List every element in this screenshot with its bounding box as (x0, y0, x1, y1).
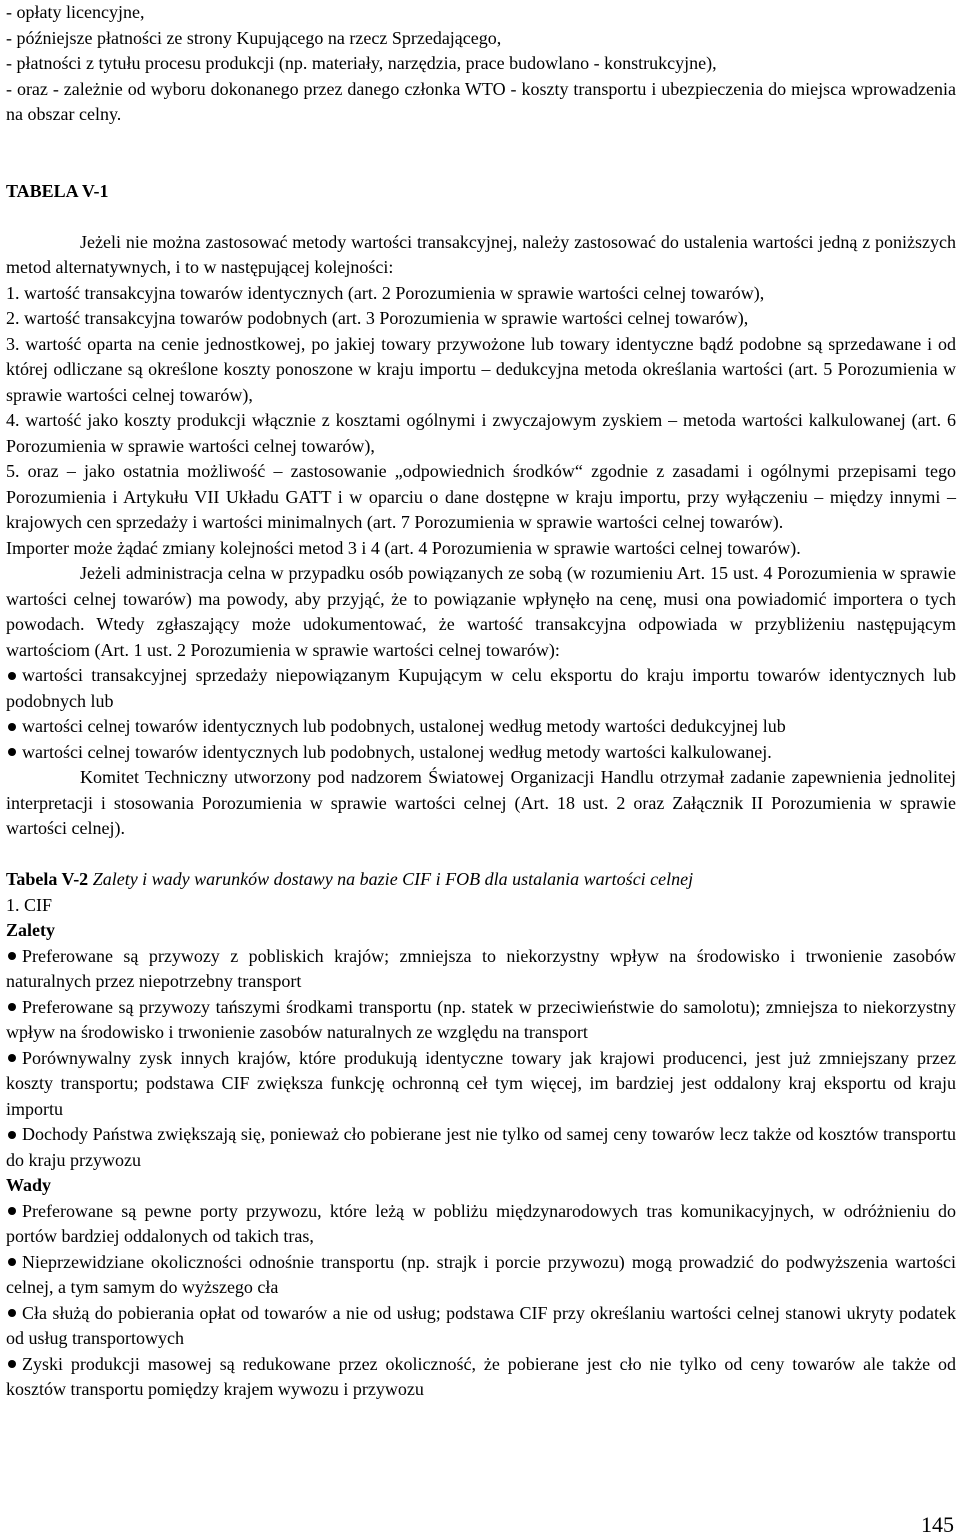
bullet-icon (8, 1309, 16, 1317)
importer-note: Importer może żądać zmiany kolejności metod 3 i 4 (art. 4 Porozumienia w sprawie wartości celnej towarów). (6, 537, 801, 558)
bullet-icon (8, 1207, 16, 1215)
advantage-text: Porównywalny zysk innych krajów, które produkują identyczne towary jak krajowi producenci, jest już zmniejszany przez koszty transportu; podstawa CIF zwiększa funkcję ochronną ceł tym więcej, im bardziej jest oddalony kraj eksportu od kraju importu (6, 1047, 956, 1119)
bullet-icon (8, 1131, 16, 1139)
page-number: 145 (921, 1512, 954, 1537)
method-item: 4. wartość jako koszty produkcji włącznie z kosztami ogólnymi i zwyczajowym zyskiem – metoda wartości kalkulowanej (art. 6 Porozumienia w sprawie wartości celnej towarów), (6, 410, 956, 456)
list-line-licence-fees: - opłaty licencyjne, (6, 2, 145, 22)
table-v2-caption-text: Zalety i wady warunków dostawy na bazie CIF i FOB dla ustalania wartości celnej (92, 869, 694, 889)
related-persons-paragraph: Jeżeli administracja celna w przypadku osób powiązanych ze sobą (w rozumieniu Art. 15 ust. 4 Porozumienia w sprawie wartości celnej towarów) ma powody, aby przyjąć, że to powiązanie wpłynęło na cenę, musi ona powiadomić importera o tych powodach. Wtedy zgłaszający może udokumentować, że wartość transakcyjna odpowiada w przybliżeniu następującym wartościom (Art. 1 ust. 2 Porozumienia w sprawie wartości celnej towarów): (6, 563, 956, 660)
advantage-item (6, 995, 956, 1046)
advantage-text: Preferowane są przywozy z pobliskich krajów; zmniejsza to niekorzystny wpływ na środowisko i trwonienie zasobów naturalnych przez niepotrzebny transport (6, 945, 956, 991)
alternative-methods-intro: Jeżeli nie można zastosować metody wartości transakcyjnej, należy zastosować do ustalenia wartości jedną z poniższych metod alternatywnych, i to w następującej kolejności: (6, 231, 956, 277)
advantages-heading: Zalety (6, 920, 55, 940)
disadvantage-text: Cła służą do pobierania opłat od towarów a nie od usług; podstawa CIF przy określaniu wartości celnej stanowi ukryty podatek od usług transportowych (6, 1302, 956, 1348)
related-bullet-text: wartości celnej towarów identycznych lub podobnych, ustalonej według metody wartości dedukcyjnej lub (22, 716, 786, 736)
related-bullet-item (6, 714, 956, 740)
disadvantage-item (6, 1301, 956, 1352)
related-bullet-item (6, 740, 956, 766)
disadvantages-heading: Wady (6, 1175, 52, 1195)
bullet-icon (8, 672, 16, 680)
method-item: 3. wartość oparta na cenie jednostkowej, po jakiej towary przywożone lub towary identyczne bądź podobne są sprzedawane i od której odliczane są określone koszty ponoszone w kraju importu – dedukcyjna metoda określania wartości (art. 5 Porozumienia w sprawie wartości celnej towarów), (6, 333, 956, 405)
bullet-icon (8, 1003, 16, 1011)
list-line-transport-costs: - oraz - zależnie od wyboru dokonanego przez danego członka WTO - koszty transportu i ubezpieczenia do miejsca wprowadzenia na obszar celny. (6, 78, 956, 124)
related-bullet-text: wartości celnej towarów identycznych lub podobnych, ustalonej według metody wartości kalkulowanej. (22, 741, 772, 762)
table-v2-label: Tabela V-2 (6, 869, 89, 889)
related-bullet-text: wartości transakcyjnej sprzedaży niepowiązanym Kupującym w celu eksportu do kraju importu towarów identycznych lub podobnych lub (6, 665, 956, 711)
list-line-production-payments: - płatności z tytułu procesu produkcji (np. materiały, narzędzia, prace budowlano - konstrukcyjne), (6, 53, 717, 73)
technical-committee-paragraph: Komitet Techniczny utworzony pod nadzorem Światowej Organizacji Handlu otrzymał zadanie zapewnienia jednolitej interpretacji i stosowania Porozumienia w sprawie wartości celnej (Art. 18 ust. 2 oraz Załącznik II Porozumienia w sprawie wartości celnej). (6, 767, 956, 838)
bullet-icon (8, 723, 16, 731)
method-item: 5. oraz – jako ostatnia możliwość – zastosowanie „odpowiednich środków“ zgodnie z zasadami i ogólnymi przepisami tego Porozumienia i Artykułu VII Układu GATT i w oparciu o dane dostępne w kraju importu, przy wyłączeniu – między innymi – krajowych cen sprzedaży i wartości minimalnych (art. 7 Porozumienia w sprawie wartości celnej towarów). (6, 461, 956, 532)
document-page (6, 0, 956, 1403)
disadvantage-item (6, 1199, 956, 1250)
advantage-item (6, 1122, 956, 1173)
disadvantage-text: Preferowane są pewne porty przywozu, które leżą w pobliżu międzynarodowych tras komunikacyjnych, w odróżnieniu do portów bardziej oddalonych od takich tras, (6, 1200, 956, 1246)
advantage-text: Dochody Państwa zwiększają się, ponieważ cło pobierane jest nie tylko od samej ceny towarów lecz także od kosztów transportu do kraju przywozu (6, 1124, 956, 1170)
advantage-text: Preferowane są przywozy tańszymi środkami transportu (np. statek w przeciwieństwie do samolotu); zmniejsza to niekorzystny wpływ na środowisko i trwonienie zasobów naturalnych ze względu na transport (6, 996, 956, 1042)
bullet-icon (8, 1258, 16, 1266)
bullet-icon (8, 748, 16, 756)
method-item: 1. wartość transakcyjna towarów identycznych (art. 2 Porozumienia w sprawie wartości celnej towarów), (6, 282, 765, 303)
disadvantage-item (6, 1352, 956, 1403)
disadvantage-text: Zyski produkcji masowej są redukowane przez okoliczność, że pobierane jest cło nie tylko od ceny towarów ale także od kosztów transportu pomiędzy krajem wywozu i przywozu (6, 1353, 956, 1399)
disadvantage-item (6, 1250, 956, 1301)
list-line-later-payments: - późniejsze płatności ze strony Kupującego na rzecz Sprzedającego, (6, 27, 502, 48)
related-bullet-item (6, 663, 956, 714)
advantage-item (6, 944, 956, 995)
table-v2-caption (6, 867, 956, 893)
cif-section-title: 1. CIF (6, 894, 53, 915)
bullet-icon (8, 1054, 16, 1062)
advantage-item (6, 1046, 956, 1123)
method-item: 2. wartość transakcyjna towarów podobnych (art. 3 Porozumienia w sprawie wartości celnej towarów), (6, 308, 749, 328)
bullet-icon (8, 952, 16, 960)
bullet-icon (8, 1360, 16, 1368)
table-v1-title: TABELA V-1 (6, 180, 109, 201)
disadvantage-text: Nieprzewidziane okoliczności odnośnie transportu (np. strajk i porcie przywozu) mogą prowadzić do podwyższenia wartości celnej, a tym samym do wyższego cła (6, 1251, 956, 1297)
